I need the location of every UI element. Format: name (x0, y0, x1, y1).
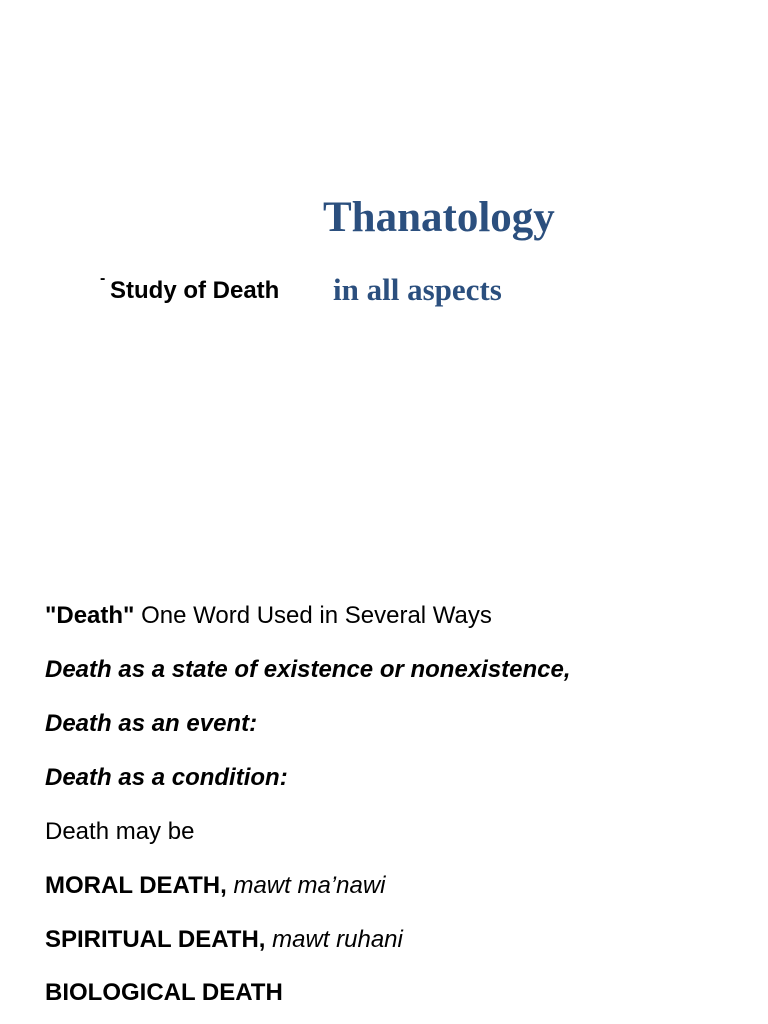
line-moral-death (45, 871, 386, 901)
subtitle-tail-text: in all aspects (333, 272, 502, 307)
line-death-state: Death as a state of existence or nonexistence, (45, 656, 571, 683)
spiritual-death-label: SPIRITUAL DEATH, (45, 926, 266, 953)
subtitle-dash: - (100, 270, 106, 287)
line-death-word (45, 601, 492, 631)
page-title: Thanatology (323, 194, 555, 241)
line-spiritual-death (45, 925, 403, 955)
moral-death-label: MORAL DEATH, (45, 872, 227, 899)
death-word-bold: "Death" (45, 602, 135, 629)
biological-death-label: BIOLOGICAL DEATH (45, 979, 283, 1006)
subtitle-main-text: Study of Death (110, 277, 280, 304)
line-death-condition: Death as a condition: (45, 764, 288, 791)
death-word-rest: One Word Used in Several Ways (134, 602, 492, 629)
moral-death-translation: mawt ma’nawi (226, 872, 386, 899)
spiritual-death-translation: mawt ruhani (265, 926, 403, 953)
line-biological-death (45, 978, 283, 1008)
line-death-event: Death as an event: (45, 710, 258, 737)
line-death-may-be: Death may be (45, 818, 195, 845)
